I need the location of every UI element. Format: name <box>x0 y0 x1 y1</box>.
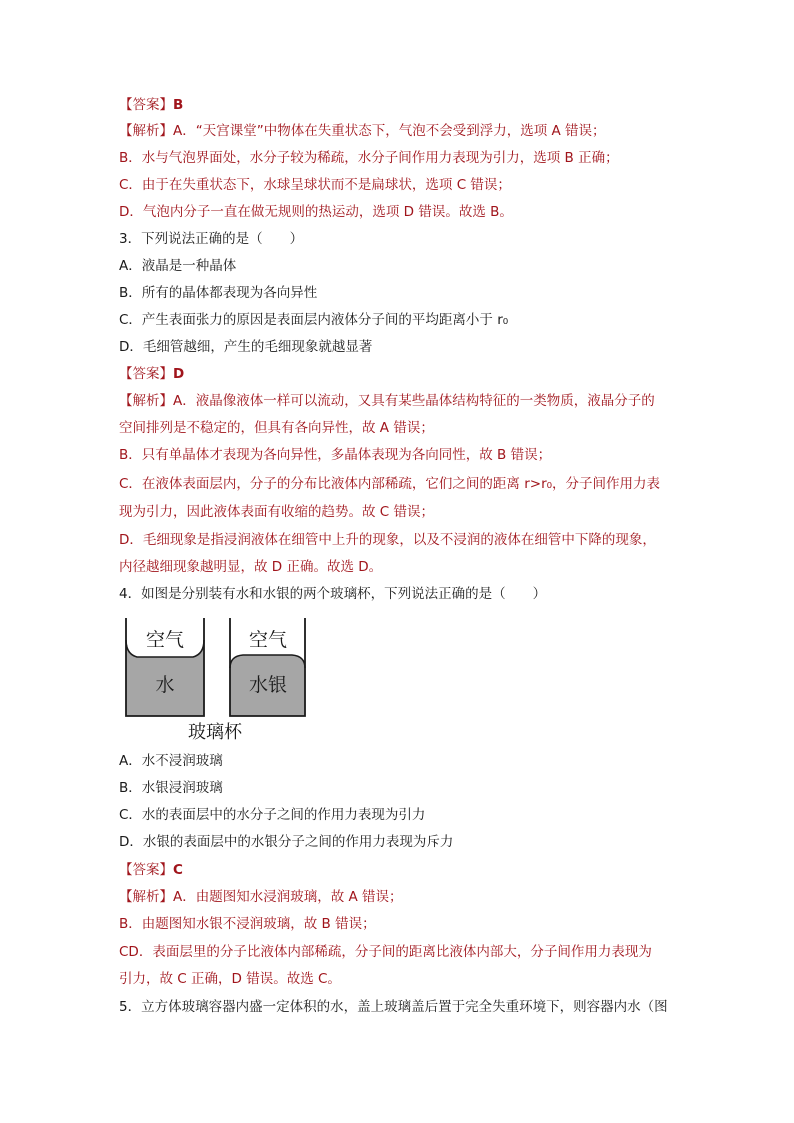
q4-analysis-a <box>119 887 689 907</box>
q4-answer-line <box>119 860 689 880</box>
q3-analysis-d1: D．毛细现象是指浸润液体在细管中上升的现象，以及不浸润的液体在细管中下降的现象， <box>119 532 656 548</box>
q3-option-c: C．产生表面张力的原因是表面层内液体分子间的平均距离小于 r₀ <box>119 312 509 328</box>
q5-stem: 5．立方体玻璃容器内盛一定体积的水，盖上玻璃盖后置于完全失重环境下，则容器内水（图 <box>119 999 668 1015</box>
q3-analysis-a1 <box>119 391 689 411</box>
q3-option-d: D．毛细管越细，产生的毛细现象就越显著 <box>119 339 373 355</box>
q4-analysis-cd1: CD．表面层里的分子比液体内部稀疏，分子间的距离比液体内部大，分子间作用力表现为 <box>119 944 652 960</box>
q2-answer-line <box>119 95 689 115</box>
q4-option-b: B．水银浸润玻璃 <box>119 780 223 796</box>
q3-answer-line <box>119 364 689 384</box>
figure-caption: 玻璃杯 <box>188 722 242 743</box>
right-air-label: 空气 <box>248 629 288 651</box>
q2-analysis-a <box>119 121 689 141</box>
answer-value: D <box>173 366 185 382</box>
q4-option-c: C．水的表面层中的水分子之间的作用力表现为引力 <box>119 807 426 823</box>
q3-analysis-b: B．只有单晶体才表现为各向异性，多晶体表现为各向同性，故 B 错误； <box>119 447 552 463</box>
right-liquid-label: 水银 <box>248 674 288 696</box>
q2-analysis-d: D．气泡内分子一直在做无规则的热运动，选项 D 错误。故选 B。 <box>119 204 513 220</box>
answer-value: C <box>173 862 183 878</box>
q3-analysis-a2: 空间排列是不稳定的，但具有各向异性，故 A 错误； <box>119 420 434 436</box>
q2-analysis-c: C．由于在失重状态下，水球呈球状而不是扁球状，选项 C 错误； <box>119 177 511 193</box>
left-liquid-label: 水 <box>155 674 175 696</box>
analysis-text: A．“天宫课堂”中物体在失重状态下，气泡不会受到浮力，选项 A 错误； <box>173 123 606 139</box>
analysis-tag: 【解析】 <box>119 889 173 905</box>
answer-value: B <box>173 97 184 113</box>
analysis-tag: 【解析】 <box>119 123 173 139</box>
q4-analysis-cd2: 引力，故 C 正确，D 错误。故选 C。 <box>119 971 341 987</box>
q3-analysis-c1: C．在液体表面层内，分子的分布比液体内部稀疏，它们之间的距离 r>r₀，分子间作用力表 <box>119 476 661 492</box>
q4-option-d: D．水银的表面层中的水银分子之间的作用力表现为斥力 <box>119 834 454 850</box>
answer-tag: 【答案】 <box>119 97 173 113</box>
q3-analysis-d2: 内径越细现象越明显，故 D 正确。故选 D。 <box>119 559 383 575</box>
left-air-label: 空气 <box>145 629 185 651</box>
analysis-text: A．由题图知水浸润玻璃，故 A 错误； <box>173 889 403 905</box>
q3-option-a: A．液晶是一种晶体 <box>119 258 237 274</box>
answer-tag: 【答案】 <box>119 366 173 382</box>
analysis-text: A．液晶像液体一样可以流动，又具有某些晶体结构特征的一类物质，液晶分子的 <box>173 393 655 409</box>
glass-cups-figure <box>119 612 319 747</box>
q3-option-b: B．所有的晶体都表现为各向异性 <box>119 285 318 301</box>
q4-option-a: A．水不浸润玻璃 <box>119 753 223 769</box>
q4-analysis-b: B．由题图知水银不浸润玻璃，故 B 错误； <box>119 916 376 932</box>
analysis-tag: 【解析】 <box>119 393 173 409</box>
glass-cups-diagram <box>119 612 319 747</box>
q3-stem: 3．下列说法正确的是（ ） <box>119 231 304 247</box>
q3-analysis-c2: 现为引力，因此液体表面有收缩的趋势。故 C 错误； <box>119 504 435 520</box>
answer-tag: 【答案】 <box>119 862 173 878</box>
q4-stem: 4．如图是分别装有水和水银的两个玻璃杯，下列说法正确的是（ ） <box>119 586 547 602</box>
q2-analysis-b: B．水与气泡界面处，水分子较为稀疏，水分子间作用力表现为引力，选项 B 正确； <box>119 150 619 166</box>
